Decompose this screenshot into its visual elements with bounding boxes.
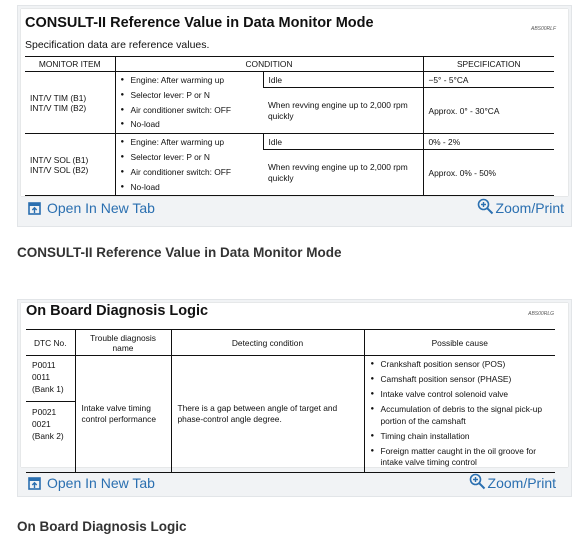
document-card-consult [17, 5, 572, 227]
condition-list-cell [115, 72, 263, 134]
spec-cell: −5° - 5°CA [423, 72, 554, 88]
monitor-item-cell [25, 134, 115, 196]
diagnosis-logic-table [26, 329, 555, 473]
document-image-consult [21, 9, 568, 196]
monitor-item: INT/V TIM (B2) [30, 102, 87, 113]
cause-item: ● Intake valve control solenoid valve [371, 389, 550, 401]
document-title: CONSULT-II Reference Value in Data Monitor Mode [25, 15, 374, 31]
condition-item: ● No-load [121, 180, 258, 195]
condition-list [121, 73, 258, 132]
header-trouble-diagnosis-name: Trouble diagnosis name [75, 330, 171, 356]
condition-item: ● Engine: After warming up [121, 135, 258, 150]
zoom-print-label: Zoom/Print [487, 475, 556, 491]
state-cell: Idle [263, 134, 423, 150]
condition-list [121, 135, 258, 194]
document-code: ABS00RLF [530, 26, 556, 32]
header-detecting-condition: Detecting condition [171, 330, 364, 356]
figure-caption: CONSULT-II Reference Value in Data Monitor Mode [17, 245, 342, 260]
cause-item: ● Timing chain installation [371, 431, 550, 443]
dtc-code: 0021 [32, 419, 51, 429]
condition-item: ● No-load [121, 117, 258, 132]
state-cell: When revving engine up to 2,000 rpm quickly [263, 150, 423, 196]
dtc-cell [26, 356, 75, 473]
figure-caption: On Board Diagnosis Logic [17, 519, 187, 534]
document-subtitle: Specification data are reference values. [25, 39, 210, 51]
condition-item: ● Engine: After warming up [121, 73, 258, 88]
document-image-obd [21, 303, 568, 467]
dtc-code: P0011 [32, 360, 56, 370]
header-dtc-no: DTC No. [26, 330, 75, 356]
monitor-item: INT/V TIM (B1) [30, 92, 87, 103]
cause-item: ● Accumulation of debris to the signal pick-up portion of the camshaft [371, 404, 550, 427]
zoom-in-icon [469, 473, 486, 490]
open-in-new-tab-icon [28, 477, 41, 490]
dtc-code: 0011 [32, 372, 51, 382]
monitor-item-cell [25, 72, 115, 134]
possible-cause-cell [364, 356, 555, 473]
cause-item: ● Foreign matter caught in the oil groove for intake valve timing control [371, 446, 550, 469]
header-monitor-item: MONITOR ITEM [25, 57, 115, 72]
spec-cell: 0% - 2% [423, 134, 554, 150]
cause-item: ● Camshaft position sensor (PHASE) [371, 374, 550, 386]
diagnosis-name-cell: Intake valve timing control performance [75, 356, 171, 473]
open-in-new-tab-link[interactable] [28, 475, 155, 491]
zoom-print-link[interactable] [469, 472, 556, 491]
zoom-print-label: Zoom/Print [495, 200, 564, 216]
zoom-in-icon [477, 198, 494, 215]
state-cell: When revving engine up to 2,000 rpm quickly [263, 88, 423, 134]
open-in-new-tab-icon [28, 202, 41, 215]
document-card-obd [17, 299, 572, 497]
monitor-item: INT/V SOL (B2) [30, 164, 89, 175]
dtc-bank: (Bank 2) [32, 431, 64, 441]
monitor-item: INT/V SOL (B1) [30, 154, 89, 165]
spec-cell: Approx. 0% - 50% [423, 150, 554, 196]
condition-item: ● Air conditioner switch: OFF [121, 103, 258, 118]
document-code: ABS00RLG [528, 311, 554, 317]
zoom-print-link[interactable] [477, 197, 564, 216]
condition-list-cell [115, 134, 263, 196]
condition-item: ● Selector lever: P or N [121, 88, 258, 103]
dtc-divider [26, 401, 75, 402]
reference-value-table [25, 56, 554, 196]
header-possible-cause: Possible cause [364, 330, 555, 356]
cause-item: ● Crankshaft position sensor (POS) [371, 359, 550, 371]
open-in-new-tab-link[interactable] [28, 200, 155, 216]
state-cell: Idle [263, 72, 423, 88]
possible-cause-list [371, 359, 550, 469]
dtc-bank: (Bank 1) [32, 384, 64, 394]
open-in-new-tab-label: Open In New Tab [47, 475, 155, 491]
document-title: On Board Diagnosis Logic [26, 303, 209, 319]
condition-item: ● Selector lever: P or N [121, 150, 258, 165]
dtc-code: P0021 [32, 407, 57, 417]
spec-cell: Approx. 0° - 30°CA [423, 88, 554, 134]
condition-item: ● Air conditioner switch: OFF [121, 165, 258, 180]
header-condition: CONDITION [115, 57, 423, 72]
header-specification: SPECIFICATION [423, 57, 554, 72]
detecting-condition-cell: There is a gap between angle of target and phase-control angle degree. [171, 356, 364, 473]
open-in-new-tab-label: Open In New Tab [47, 200, 155, 216]
